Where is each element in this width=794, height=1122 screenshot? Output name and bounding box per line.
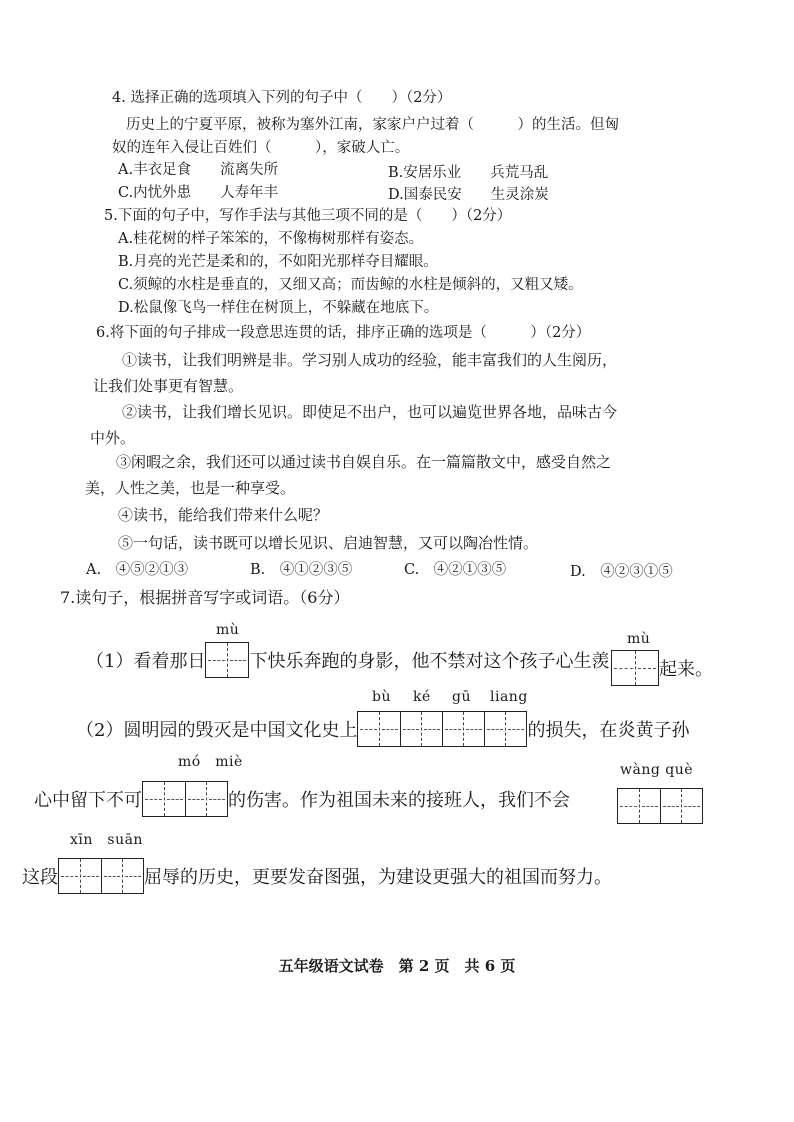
q6-s1-line1: ①读书，让我们明辨是非。学习别人成功的经验，能丰富我们的人生阅历， <box>122 351 618 369</box>
page-footer: 五年级语文试卷 第 2 页 共 6 页 <box>278 957 516 975</box>
q6-option-b: B. ④①②③⑤ <box>250 562 353 578</box>
wangque-group <box>617 785 703 827</box>
q7-item1-end-group <box>611 648 713 688</box>
pinyin-xinsuan: xīn suān <box>70 832 143 848</box>
answer-box-momie[interactable] <box>142 781 228 817</box>
q6-option-c: C. ④②①③⑤ <box>404 562 507 578</box>
q7-item1-start: （1）看着那日 <box>86 651 206 672</box>
q6-stem: 6.将下面的句子排成一段意思连贯的话，排序正确的选项是（ ）（2分） <box>96 325 591 341</box>
q7-item2-line3-end: 屈辱的历史，更要发奋图强，为建设更强大的祖国而努力。 <box>144 867 612 888</box>
q6-s3-line1: ③闲暇之余，我们还可以通过读书自娱自乐。在一篇篇散文中，感受自然之 <box>116 453 612 471</box>
q7-item2-start: （2）圆明园的毁灭是中国文化史上 <box>76 720 358 741</box>
q6-s5: ⑤一句话，读书既可以增长见识、启迪智慧，又可以陶冶性情。 <box>118 534 539 552</box>
q4-line1: 历史上的宁夏平原，被称为塞外江南，家家户户过着（ ）的生活。但匈 <box>126 117 619 133</box>
q4-option-c: C.内忧外患 人寿年丰 <box>118 185 279 201</box>
q7-item2-line2 <box>34 778 570 820</box>
pinyin-gu: gū <box>452 689 471 705</box>
q6-s2-line2: 中外。 <box>90 429 136 447</box>
answer-box-wangque[interactable] <box>617 788 703 824</box>
q5-option-c: C.须鲸的水柱是垂直的，又细又高；而齿鲸的水柱是倾斜的，又粗又矮。 <box>118 277 583 293</box>
q6-s4: ④读书，能给我们带来什么呢？ <box>118 506 329 524</box>
q7-item2-line2-mid: 的伤害。作为祖国未来的接班人，我们不会 <box>228 790 570 811</box>
answer-box-mu-1[interactable] <box>205 642 249 678</box>
pinyin-momie: mó miè <box>178 754 243 770</box>
q4-stem: 4. 选择正确的选项填入下列的句子中（ ）（2分） <box>112 90 452 106</box>
answer-box-xinsuan[interactable] <box>58 858 144 894</box>
q4-line2: 奴的连年入侵让百姓们（ ），家破人亡。 <box>112 140 410 156</box>
q6-option-a: A. ④⑤②①③ <box>86 562 189 578</box>
pinyin-mu-2: mù <box>627 631 651 647</box>
q4-option-d: D.国泰民安 生灵涂炭 <box>388 187 549 203</box>
q7-item1-end: 起来。 <box>659 659 713 680</box>
q6-s1-line2: 让我们处事更有智慧。 <box>93 377 244 395</box>
q6-s3-line2: 美，人性之美，也是一种享受。 <box>85 479 296 497</box>
q7-item2-line <box>76 708 689 750</box>
q4-option-b: B.安居乐业 兵荒马乱 <box>388 165 549 181</box>
answer-box-bukeguliang[interactable] <box>357 711 527 747</box>
pinyin-bu: bù <box>372 689 391 705</box>
q7-item1-middle: 下快乐奔跑的身影，他不禁对这个孩子心生羡 <box>249 651 610 672</box>
pinyin-mu-1: mù <box>216 622 240 638</box>
pinyin-wangque: wàng què <box>620 762 694 778</box>
q7-item2-after: 的损失，在炎黄子孙 <box>527 720 690 741</box>
answer-box-mu-2[interactable] <box>611 650 659 686</box>
q7-item2-line3-start: 这段 <box>22 867 58 888</box>
q7-item2-line2-start: 心中留下不可 <box>34 790 142 811</box>
q6-s2-line1: ②读书，让我们增长见识。即使足不出户，也可以遍览世界各地，品味古今 <box>122 403 618 421</box>
q5-option-d: D.松鼠像飞鸟一样住在树顶上，不躲藏在地底下。 <box>118 300 439 316</box>
q7-stem: 7.读句子，根据拼音写字或词语。（6分） <box>60 588 350 607</box>
q5-option-b: B.月亮的光芒是柔和的，不如阳光那样夺目耀眼。 <box>118 254 438 270</box>
q4-option-a: A.丰衣足食 流离失所 <box>118 162 279 178</box>
q6-option-d: D. ④②③①⑤ <box>570 564 673 580</box>
q5-stem: 5.下面的句子中，写作手法与其他三项不同的是（ ）（2分） <box>104 208 512 224</box>
pinyin-ke: ké <box>413 689 431 705</box>
q7-item2-line3 <box>22 855 612 897</box>
pinyin-liang: liang <box>490 689 528 705</box>
q5-option-a: A.桂花树的样子笨笨的，不像梅树那样有姿态。 <box>118 231 424 247</box>
q7-item1-line <box>86 640 609 680</box>
